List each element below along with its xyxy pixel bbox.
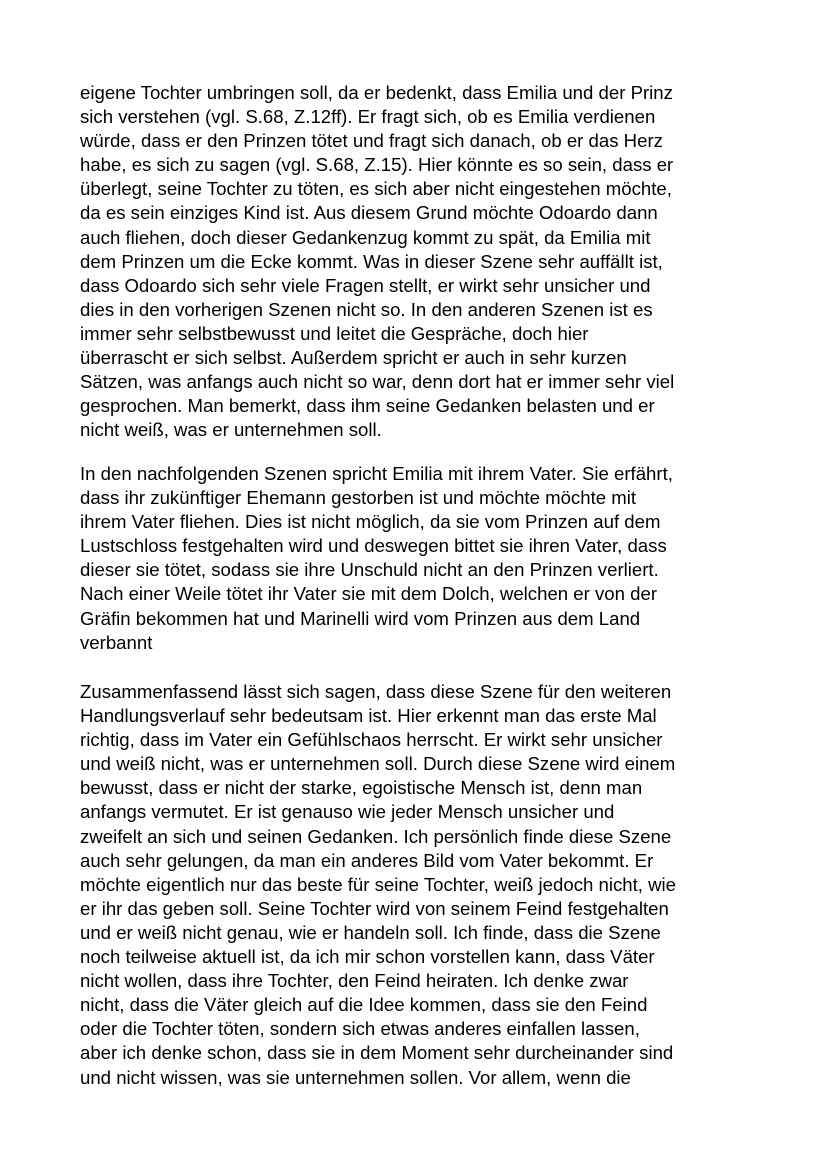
text-line: aber ich denke schon, dass sie in dem Moment sehr durcheinander sind: [80, 1042, 674, 1064]
text-line: Zusammenfassend lässt sich sagen, dass diese Szene für den weiteren: [80, 681, 672, 702]
text-line: möchte eigentlich nur das beste für seine Tochter, weiß jedoch nicht, wie: [80, 873, 677, 895]
text-line: eigene Tochter umbringen soll, da er bedenkt, dass Emilia und der Prinz: [80, 82, 673, 103]
text-line: und weiß nicht, was er unternehmen soll. Durch diese Szene wird einem: [80, 753, 676, 775]
text-line: da es sein einziges Kind ist. Aus diesem Grund möchte Odoardo dann: [80, 202, 658, 224]
paragraph-2: [80, 462, 780, 655]
text-line: In den nachfolgenden Szenen spricht Emilia mit ihrem Vater. Sie erfährt,: [80, 463, 673, 484]
text-line: dass Odoardo sich sehr viele Fragen stellt, er wirkt sehr unsicher und: [80, 274, 651, 296]
text-line: auch fliehen, doch dieser Gedankenzug kommt zu spät, da Emilia mit: [80, 226, 651, 248]
text-line: auch sehr gelungen, da man ein anderes Bild vom Vater bekommt. Er: [80, 849, 654, 871]
text-line: und nicht wissen, was sie unternehmen sollen. Vor allem, wenn die: [80, 1066, 631, 1088]
text-line: würde, dass er den Prinzen tötet und fragt sich danach, ob er das Herz: [80, 130, 663, 152]
text-line: verbannt: [80, 631, 153, 653]
text-line: sich verstehen (vgl. S.68, Z.12ff). Er fragt sich, ob es Emilia verdienen: [80, 106, 656, 128]
text-line: dies in den vorherigen Szenen nicht so. In den anderen Szenen ist es: [80, 298, 653, 320]
text-line: überrascht er sich selbst. Außerdem spricht er auch in sehr kurzen: [80, 347, 627, 369]
text-line: und er weiß nicht genau, wie er handeln soll. Ich finde, dass die Szene: [80, 921, 661, 943]
text-line: immer sehr selbstbewusst und leitet die Gespräche, doch hier: [80, 322, 589, 344]
text-line: oder die Tochter töten, sondern sich etwas anderes einfallen lassen,: [80, 1018, 640, 1040]
text-line: dass ihr zukünftiger Ehemann gestorben ist und möchte möchte mit: [80, 487, 637, 509]
text-line: richtig, dass im Vater ein Gefühlschaos herrscht. Er wirkt sehr unsicher: [80, 729, 663, 751]
text-line: Handlungsverlauf sehr bedeutsam ist. Hier erkennt man das erste Mal: [80, 705, 657, 727]
text-line: dieser sie tötet, sodass sie ihre Unschuld nicht an den Prinzen verliert.: [80, 559, 659, 581]
text-line: überlegt, seine Tochter zu töten, es sich aber nicht eingestehen möchte,: [80, 178, 672, 200]
text-line: habe, es sich zu sagen (vgl. S.68, Z.15). Hier könnte es so sein, dass er: [80, 154, 674, 176]
text-line: ihrem Vater fliehen. Dies ist nicht möglich, da sie vom Prinzen auf dem: [80, 511, 661, 533]
text-line: dem Prinzen um die Ecke kommt. Was in dieser Szene sehr auffällt ist,: [80, 250, 663, 272]
text-line: zweifelt an sich und seinen Gedanken. Ich persönlich finde diese Szene: [80, 825, 672, 847]
text-line: gesprochen. Man bemerkt, dass ihm seine Gedanken belasten und er: [80, 395, 655, 417]
text-line: er ihr das geben soll. Seine Tochter wird von seinem Feind festgehalten: [80, 897, 669, 919]
text-line: anfangs vermutet. Er ist genauso wie jeder Mensch unsicher und: [80, 801, 615, 823]
text-line: Sätzen, was anfangs auch nicht so war, denn dort hat er immer sehr viel: [80, 371, 675, 393]
text-line: nicht wollen, dass ihre Tochter, den Feind heiraten. Ich denke zwar: [80, 970, 629, 992]
text-line: nicht, dass die Väter gleich auf die Idee kommen, dass sie den Feind: [80, 994, 648, 1016]
text-line: Gräfin bekommen hat und Marinelli wird vom Prinzen aus dem Land: [80, 607, 641, 629]
paragraph-3: [80, 680, 780, 1090]
text-line: Lustschloss festgehalten wird und deswegen bittet sie ihren Vater, dass: [80, 535, 667, 557]
paragraph-1: [80, 81, 780, 442]
text-line: Nach einer Weile tötet ihr Vater sie mit dem Dolch, welchen er von der: [80, 583, 658, 605]
text-line: noch teilweise aktuell ist, da ich mir schon vorstellen kann, dass Väter: [80, 946, 655, 968]
text-line: bewusst, dass er nicht der starke, egoistische Mensch ist, denn man: [80, 777, 643, 799]
text-line: nicht weiß, was er unternehmen soll.: [80, 419, 382, 441]
